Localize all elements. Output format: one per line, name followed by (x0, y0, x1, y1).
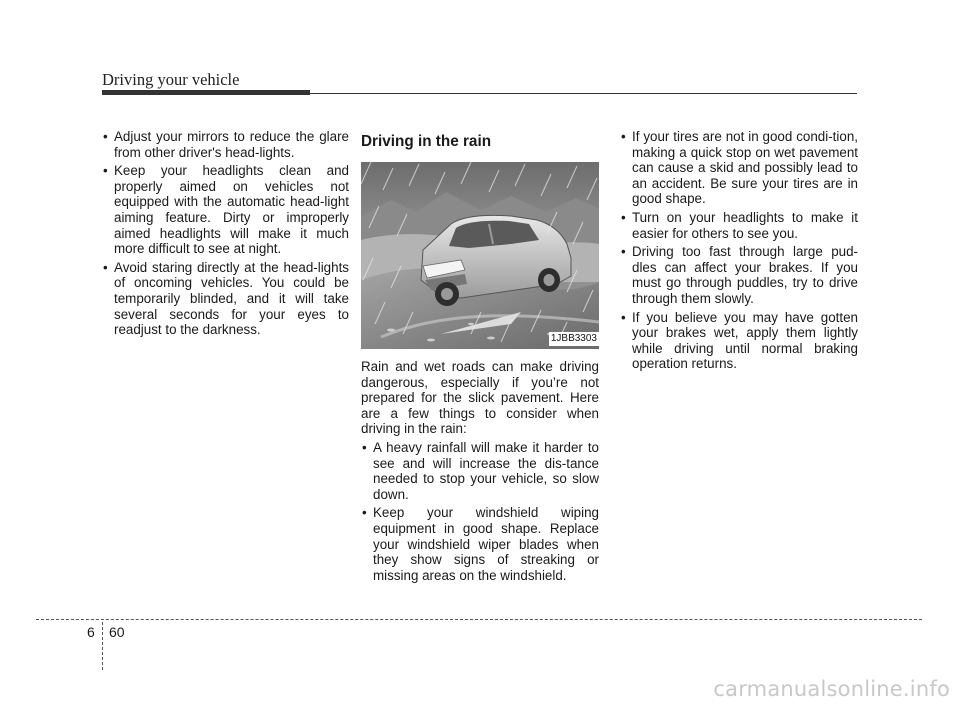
bullet-item: • Keep your windshield wiping equipment in good shape. Replace your windshield wiper blades when they show signs of streaking or missing areas on the windshield. (361, 505, 599, 583)
header-rule-thin (310, 93, 857, 94)
footer-vertical-rule (102, 622, 103, 670)
bullet-item: • Turn on your headlights to make it easier for others to see you. (620, 210, 858, 241)
column-2 (361, 129, 599, 586)
bullet-item: • Driving too fast through large pud-dles can affect your brakes. If you must go through puddles, try to drive through them slowly. (620, 244, 858, 306)
page-number: 60 (109, 624, 125, 640)
watermark: carmanualsonline.info (713, 677, 950, 701)
bullet-item: • Avoid staring directly at the head-lights of oncoming vehicles. You could be temporarily blinded, and it will take several seconds for your eyes to readjust to the darkness. (102, 260, 349, 338)
column-1-bullets (102, 129, 349, 338)
bullet-item: • If you believe you may have gotten your brakes wet, apply them lightly while driving until normal braking operation returns. (620, 310, 858, 372)
bullet-item: • Keep your headlights clean and properly aimed on vehicles not equipped with the automatic head-light aiming feature. Dirty or improperly aimed headlights will make it much more difficult to see at night. (102, 163, 349, 257)
footer-rule (36, 619, 922, 620)
rain-car-image (361, 162, 599, 349)
column-1 (102, 129, 349, 341)
column-3-bullets (620, 129, 858, 372)
rain-car-illustration (361, 162, 599, 349)
figure-code: 1JBB3303 (550, 333, 597, 344)
intro-paragraph: Rain and wet roads can make driving dangerous, especially if you’re not prepared for the slick pavement. Here are a few things to consider when driving in the rain: (361, 359, 599, 437)
bullet-item: • If your tires are not in good condi-tion, making a quick stop on wet pavement can cause a skid and possibly lead to an accident. Be sure your tires are in good shape. (620, 129, 858, 207)
header-rule-thick (102, 90, 310, 95)
section-heading: Driving in the rain (361, 133, 492, 150)
column-3 (620, 129, 858, 375)
bullet-item: • A heavy rainfall will make it harder to see and will increase the dis-tance needed to stop your vehicle, so slow down. (361, 440, 599, 502)
column-2-bullets (361, 440, 599, 583)
section-number: 6 (87, 624, 95, 640)
bullet-item: • Adjust your mirrors to reduce the glare from other driver's head-lights. (102, 129, 349, 160)
header-title: Driving your vehicle (102, 70, 240, 89)
